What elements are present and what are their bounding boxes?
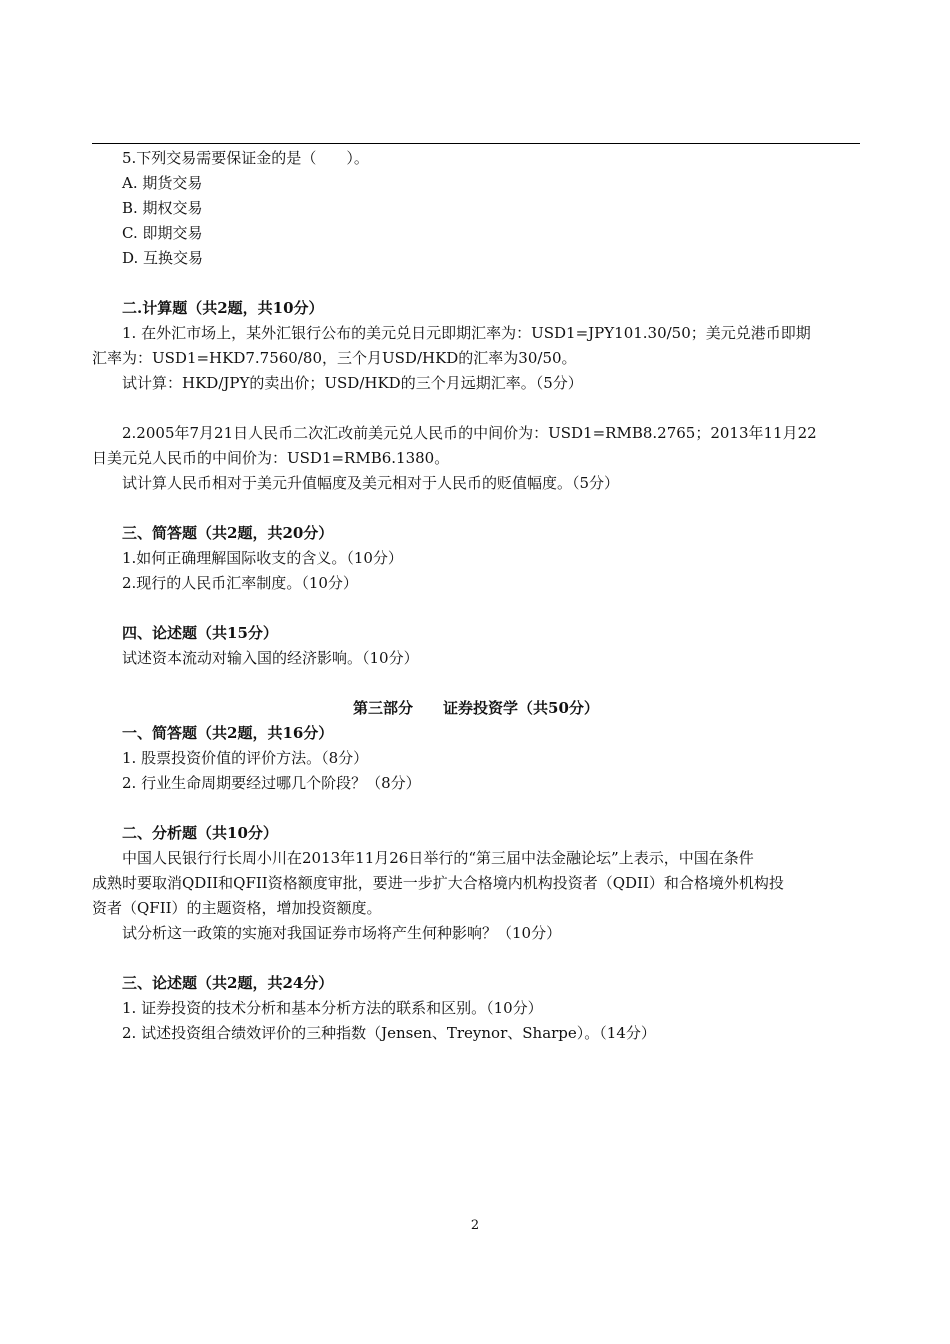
question-5-stem: 5.下列交易需要保证金的是（ ）。 <box>122 149 369 167</box>
short-answer-q2: 2.现行的人民币汇率制度。（10分） <box>122 574 358 592</box>
document-body <box>92 146 860 1046</box>
part3-essay-q2: 2. 试述投资组合绩效评价的三种指数（Jensen、Treynor、Sharpe）。（14分） <box>122 1024 656 1042</box>
short-answer-q1: 1.如何正确理解国际收支的含义。（10分） <box>122 549 403 567</box>
calc-q2-line2: 日美元兑人民币的中间价为：USD1=RMB6.1380。 <box>92 449 450 467</box>
calc-q1-line2: 汇率为：USD1=HKD7.7560/80，三个月USD/HKD的汇率为30/50。 <box>92 349 577 367</box>
calc-section-heading: 二.计算题（共2题，共10分） <box>122 299 324 317</box>
essay-heading: 四、论述题（共15分） <box>122 624 278 642</box>
calc-q2-task: 试计算人民币相对于美元升值幅度及美元相对于人民币的贬值幅度。（5分） <box>122 474 620 492</box>
part3-analysis-line3: 资者（QFII）的主题资格，增加投资额度。 <box>92 899 382 917</box>
part3-analysis-line2: 成熟时要取消QDII和QFII资格额度审批，要进一步扩大合格境内机构投资者（QDII）和合格境外机构投 <box>92 874 784 892</box>
part3-essay-q1: 1. 证券投资的技术分析和基本分析方法的联系和区别。（10分） <box>122 999 543 1017</box>
part3-short-heading: 一、简答题（共2题，共16分） <box>122 724 334 742</box>
header-rule <box>92 143 860 144</box>
option-a: A. 期货交易 <box>122 174 203 192</box>
option-c: C. 即期交易 <box>122 224 203 242</box>
calc-q1-line1: 1. 在外汇市场上，某外汇银行公布的美元兑日元即期汇率为：USD1=JPY101.30/50；美元兑港币即期 <box>122 324 811 342</box>
calc-q1-task: 试计算：HKD/JPY的卖出价；USD/HKD的三个月远期汇率。（5分） <box>122 374 583 392</box>
part3-short-q2: 2. 行业生命周期要经过哪几个阶段？（8分） <box>122 774 421 792</box>
calc-q2-line1: 2.2005年7月21日人民币二次汇改前美元兑人民币的中间价为：USD1=RMB8.2765；2013年11月22 <box>122 424 817 442</box>
option-d: D. 互换交易 <box>122 249 204 267</box>
page-number: 2 <box>470 1218 480 1233</box>
option-b: B. 期权交易 <box>122 199 203 217</box>
part3-analysis-heading: 二、分析题（共10分） <box>122 824 278 842</box>
part3-analysis-line1: 中国人民银行行长周小川在2013年11月26日举行的“第三届中法金融论坛”上表示，中国在条件 <box>122 849 754 867</box>
part3-analysis-task: 试分析这一政策的实施对我国证券市场将产生何种影响？（10分） <box>122 924 562 942</box>
short-answer-heading: 三、简答题（共2题，共20分） <box>122 524 334 542</box>
part3-essay-heading: 三、论述题（共2题，共24分） <box>122 974 334 992</box>
essay-q1: 试述资本流动对输入国的经济影响。（10分） <box>122 649 419 667</box>
part3-short-q1: 1. 股票投资价值的评价方法。（8分） <box>122 749 369 767</box>
part3-title: 第三部分 证券投资学（共50分） <box>353 699 599 717</box>
